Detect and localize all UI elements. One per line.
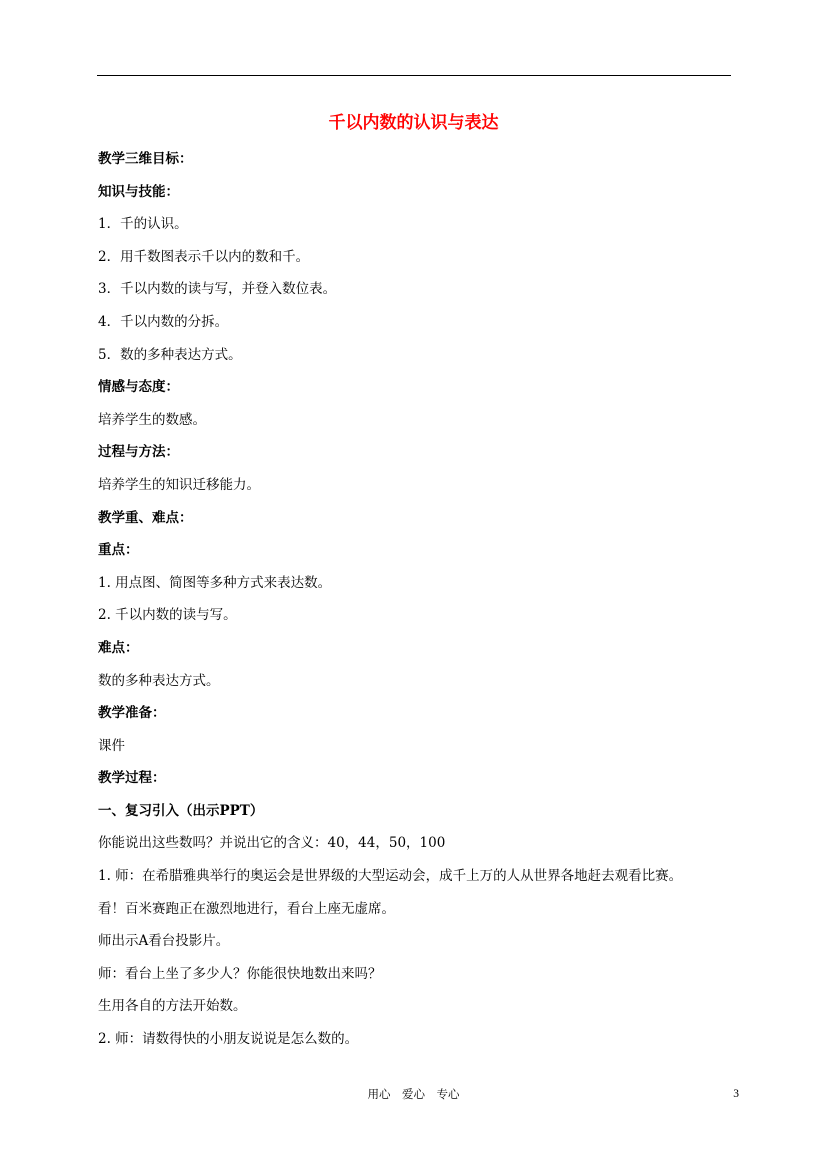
paragraph-line: 生用各自的方法开始数。 <box>98 998 247 1015</box>
section-heading: 难点： <box>98 639 139 656</box>
page-footer <box>0 1086 827 1106</box>
header-rule <box>97 75 731 76</box>
section-heading: 教学过程： <box>98 770 166 787</box>
paragraph-line: 1．千的认识。 <box>98 216 188 233</box>
paragraph-line: 培养学生的数感。 <box>98 411 206 428</box>
paragraph-line: 师：看台上坐了多少人？你能很快地数出来吗？ <box>98 965 382 982</box>
page-number: 3 <box>733 1088 739 1100</box>
section-heading: 教学重、难点： <box>98 509 193 526</box>
paragraph-line: 数的多种表达方式。 <box>98 672 220 689</box>
paragraph-line: 1. 用点图、简图等多种方式来表达数。 <box>98 574 332 591</box>
footer-slogan: 用心 爱心 专心 <box>367 1087 460 1101</box>
section-heading: 教学准备： <box>98 705 166 722</box>
paragraph-line: 3．千以内数的读与写，并登入数位表。 <box>98 281 337 298</box>
paragraph-line: 4．千以内数的分拆。 <box>98 313 229 330</box>
paragraph-line: 1. 师：在希腊雅典举行的奥运会是世界级的大型运动会，成千上万的人从世界各地赶去观看比赛。 <box>98 868 683 885</box>
section-heading: 知识与技能： <box>98 183 179 200</box>
paragraph-line: 看！百米赛跑正在激烈地进行，看台上座无虚席。 <box>98 900 395 917</box>
paragraph-line: 5．数的多种表达方式。 <box>98 346 242 363</box>
paragraph-line: 师出示A看台投影片。 <box>98 933 230 950</box>
paragraph-line: 2. 千以内数的读与写。 <box>98 607 237 624</box>
section-heading: 重点： <box>98 542 139 559</box>
section-heading: 教学三维目标： <box>98 151 193 167</box>
page-title: 千以内数的认识与表达 <box>328 113 499 133</box>
paragraph-line: 课件 <box>98 737 125 754</box>
document-body <box>98 148 738 1061</box>
paragraph-line: 2．用千数图表示千以内的数和千。 <box>98 248 310 265</box>
section-heading: 过程与方法： <box>98 444 179 461</box>
section-heading: 情感与态度： <box>98 379 179 396</box>
paragraph-line: 培养学生的知识迁移能力。 <box>98 476 260 493</box>
paragraph-line: 2. 师：请数得快的小朋友说说是怎么数的。 <box>98 1031 359 1048</box>
section-heading: 一、复习引入（出示PPT） <box>98 802 264 819</box>
paragraph-line: 你能说出这些数吗？并说出它的含义：40，44，50，100 <box>98 835 446 852</box>
